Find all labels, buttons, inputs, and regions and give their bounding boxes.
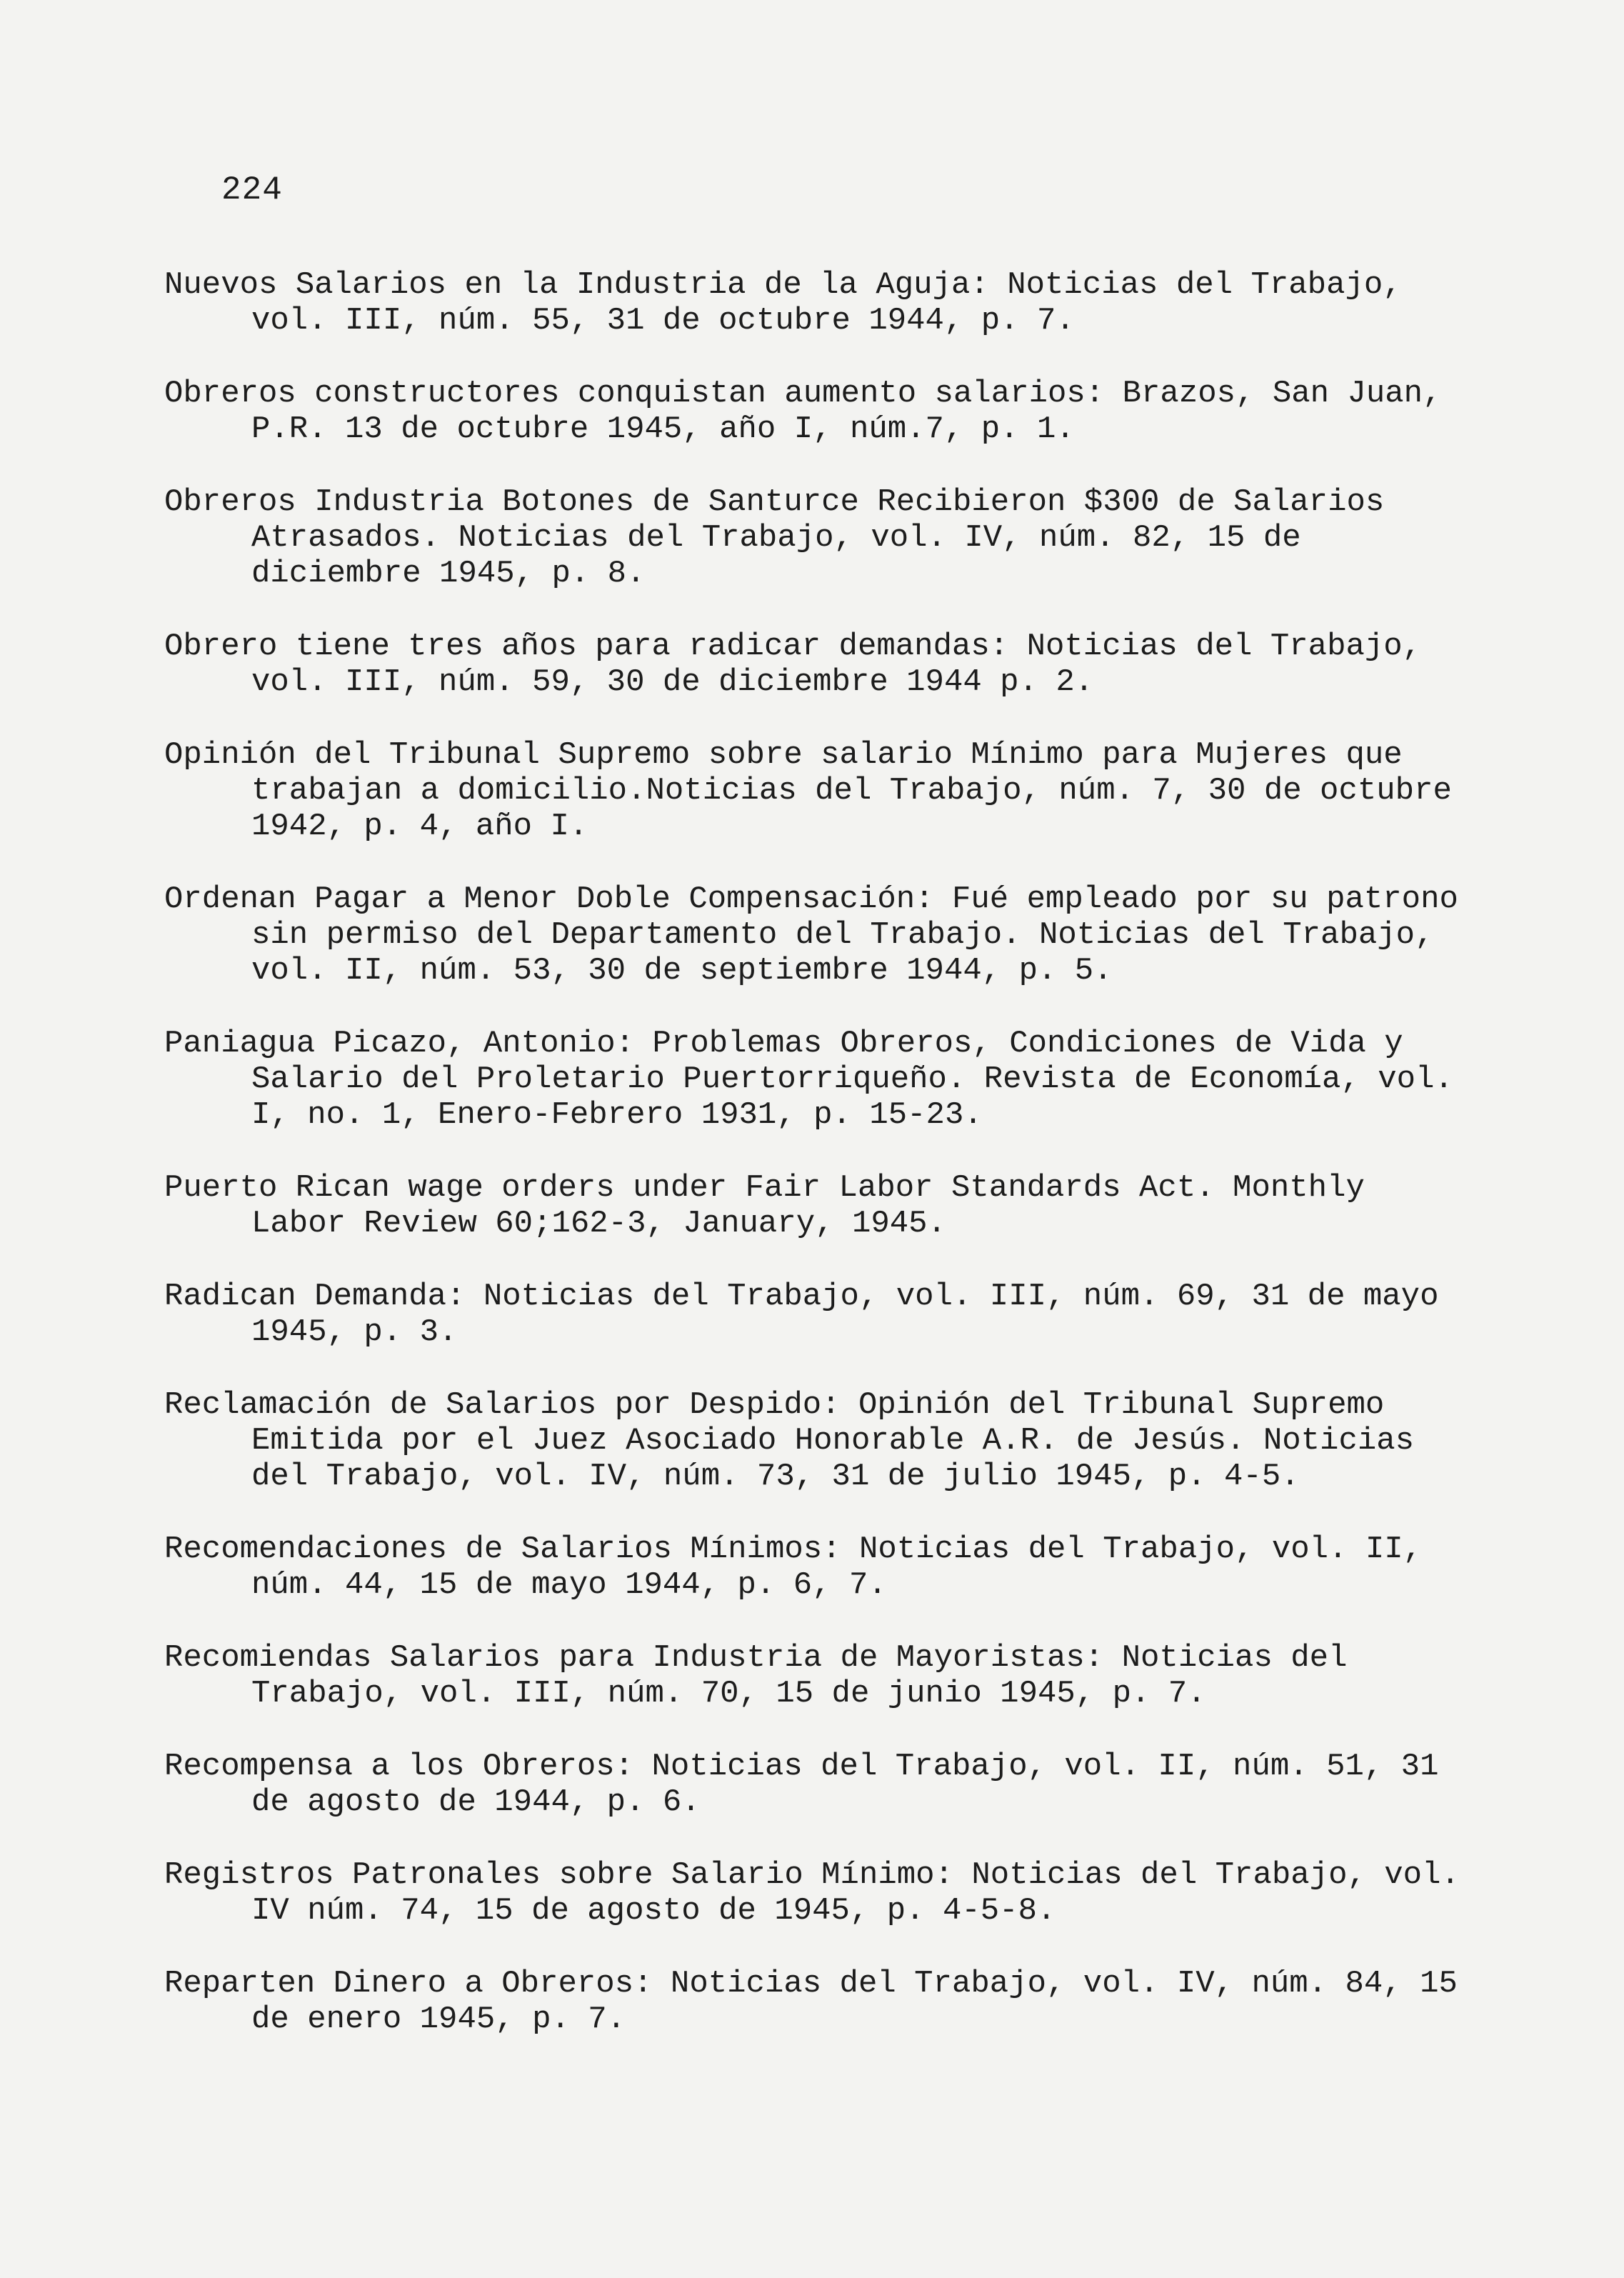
bibliography-entry: Reparten Dinero a Obreros: Noticias del Trabajo, vol. IV, núm. 84, 15 de enero 1945, p. 7. <box>164 1966 1458 2037</box>
bibliography-entry: Recomiendas Salarios para Industria de Mayoristas: Noticias del Trabajo, vol. III, núm. 70, 15 de junio 1945, p. 7. <box>164 1640 1348 1712</box>
bibliography-entry: Obreros constructores conquistan aumento salarios: Brazos, San Juan, P.R. 13 de octubre 1945, año I, núm.7, p. 1. <box>164 376 1442 447</box>
bibliography-entry: Opinión del Tribunal Supremo sobre salario Mínimo para Mujeres que trabajan a domicilio.Noticias del Trabajo, núm. 7, 30 de octubre 1942, p. 4, año I. <box>164 737 1452 844</box>
bibliography-entry: Obreros Industria Botones de Santurce Recibieron $300 de Salarios Atrasados. Noticias del Trabajo, vol. IV, núm. 82, 15 de diciembre 1945, p. 8. <box>164 484 1385 591</box>
bibliography-entry: Radican Demanda: Noticias del Trabajo, vol. III, núm. 69, 31 de mayo 1945, p. 3. <box>164 1279 1439 1350</box>
bibliography-entry: Registros Patronales sobre Salario Mínimo: Noticias del Trabajo, vol. IV núm. 74, 15 de agosto de 1945, p. 4-5-8. <box>164 1857 1460 1929</box>
bibliography-entry: Obrero tiene tres años para radicar demandas: Noticias del Trabajo, vol. III, núm. 59, 30 de diciembre 1944 p. 2. <box>164 629 1422 700</box>
bibliography-entry: Recompensa a los Obreros: Noticias del Trabajo, vol. II, núm. 51, 31 de agosto de 1944, p. 6. <box>164 1749 1439 1820</box>
page-number: 224 <box>221 171 283 209</box>
bibliography-entry: Recomendaciones de Salarios Mínimos: Noticias del Trabajo, vol. II, núm. 44, 15 de mayo 1944, p. 6, 7. <box>164 1532 1423 1603</box>
bibliography-entry: Reclamación de Salarios por Despido: Opinión del Tribunal Supremo Emitida por el Juez Asociado Honorable A.R. de Jesús. Noticias del Trabajo, vol. IV, núm. 73, 31 de julio 1945, p. 4-5. <box>164 1387 1415 1494</box>
bibliography-entry: Puerto Rican wage orders under Fair Labor Standards Act. Monthly Labor Review 60;162-3, January, 1945. <box>164 1170 1365 1242</box>
bibliography-entry: Paniagua Picazo, Antonio: Problemas Obreros, Condiciones de Vida y Salario del Proletario Puertorriqueño. Revista de Economía, vol. I, no. 1, Enero-Febrero 1931, p. 15-23. <box>164 1026 1453 1133</box>
bibliography-list <box>164 236 1471 2074</box>
bibliography-entry: Nuevos Salarios en la Industria de la Aguja: Noticias del Trabajo, vol. III, núm. 55, 31 de octubre 1944, p. 7. <box>164 267 1402 339</box>
bibliography-entry: Ordenan Pagar a Menor Doble Compensación: Fué empleado por su patrono sin permiso del Departamento del Trabajo. Noticias del Trabajo, vol. II, núm. 53, 30 de septiembre 1944, p. 5. <box>164 881 1458 989</box>
